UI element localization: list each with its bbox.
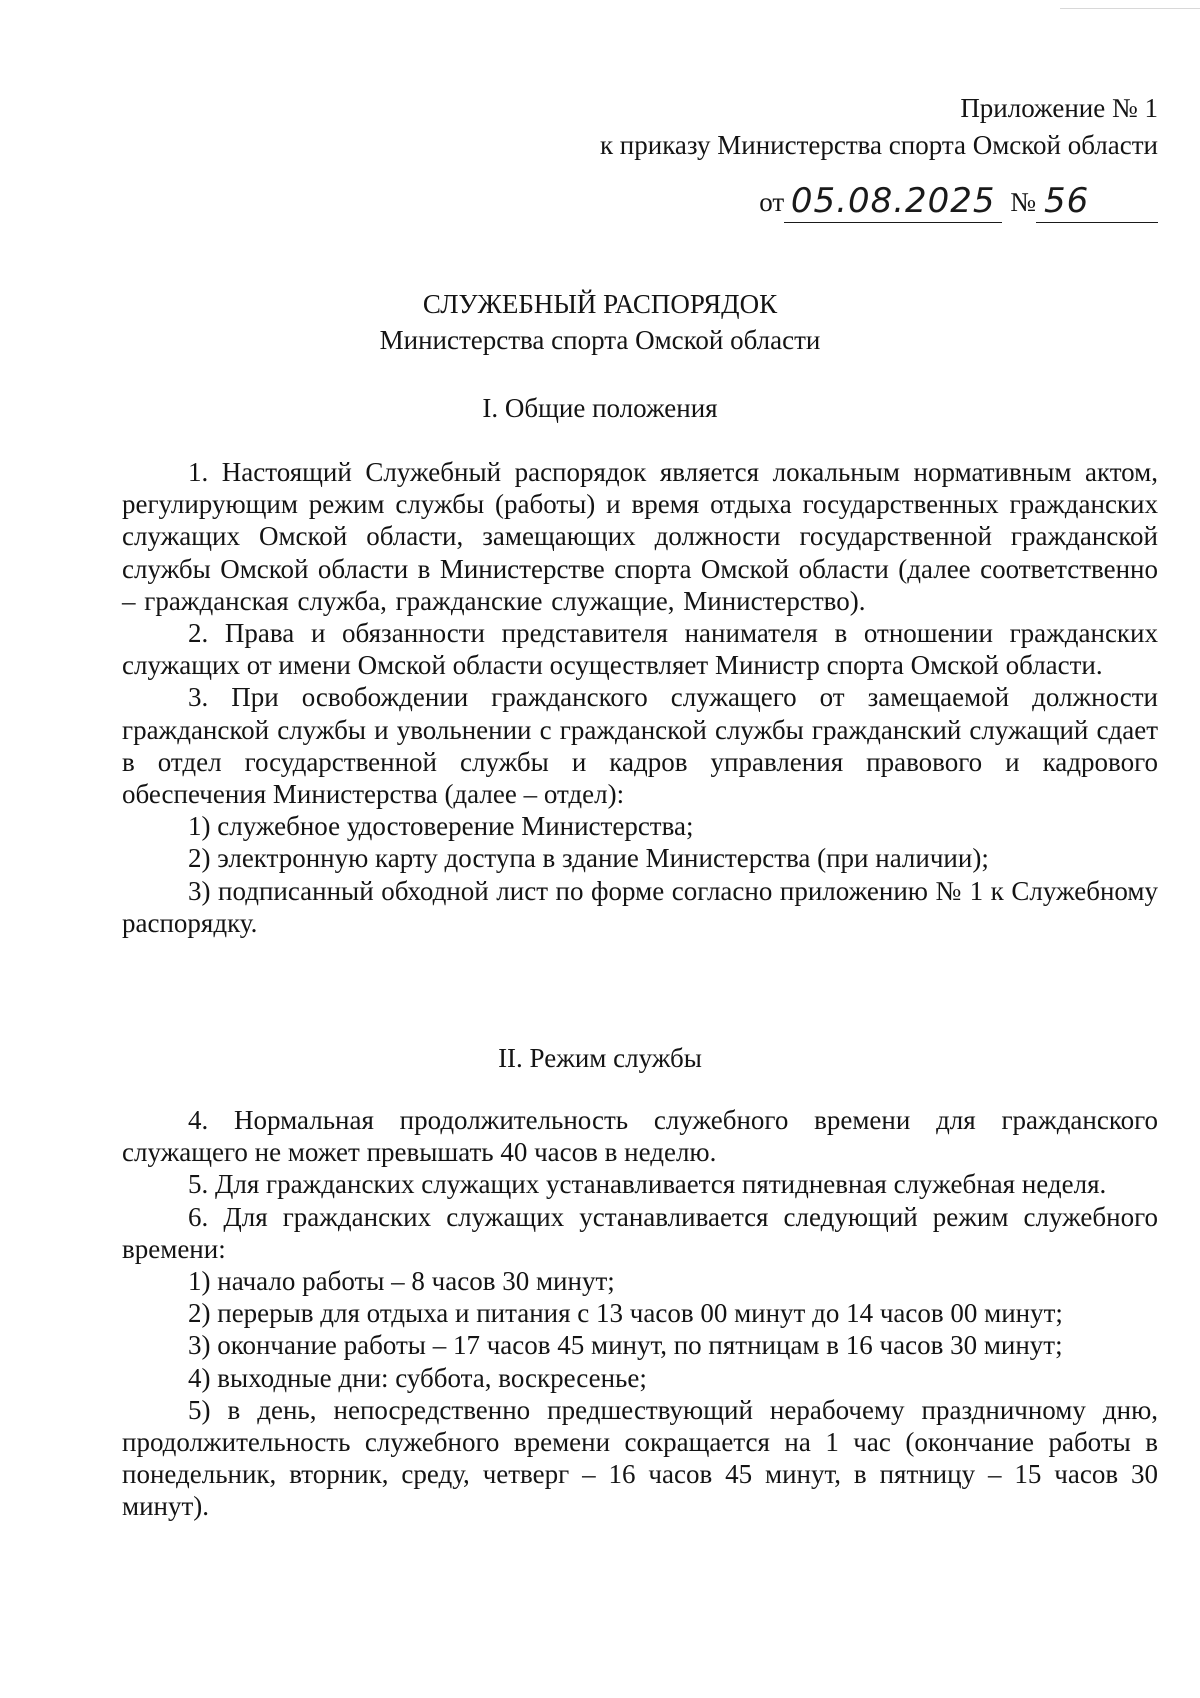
- appendix-order-reference: к приказу Министерства спорта Омской области: [599, 130, 1158, 160]
- list-item: 2) электронную карту доступа в здание Министерства (при наличии);: [188, 843, 989, 874]
- paragraph: 2. Права и обязанности представителя нанимателя в отношении гражданских служащих от имени Омской области осуществляет Министр спорта Омской области.: [122, 618, 1158, 681]
- order-date-line: [759, 178, 1158, 223]
- paragraph: 5. Для гражданских служащих устанавливается пятидневная служебная неделя.: [188, 1169, 1107, 1200]
- list-item: 1) начало работы – 8 часов 30 минут;: [188, 1266, 615, 1297]
- title-main: СЛУЖЕБНЫЙ РАСПОРЯДОК: [422, 289, 778, 319]
- appendix-number: Приложение № 1: [960, 93, 1158, 123]
- paragraph: 3. При освобождении гражданского служащего от замещаемой должности гражданской службы и увольнении с гражданской службы гражданский служащий сдает в отдел государственной службы и кадров управления правового и кадрового обеспечения Министерства (далее – отдел):: [122, 682, 1158, 810]
- handwritten-date: 05.08.2025: [790, 181, 996, 221]
- list-item: 5) в день, непосредственно предшествующий нерабочему праздничному дню, продолжительность служебного времени сокращается на 1 час (окончание работы в понедельник, вторник, среду, четверг – 16 часов 45 минут, в пятницу – 15 часов 30 минут).: [122, 1394, 1158, 1522]
- number-label: №: [1010, 187, 1036, 217]
- handwritten-number: 56: [1044, 181, 1090, 221]
- appendix-header: [600, 90, 1158, 164]
- paragraph: 1. Настоящий Служебный распорядок является локальным нормативным актом, регулирующим режим службы (работы) и время отдыха государственных гражданских служащих Омской области, замещающих должности государственной гражданской службы Омской области в Министерстве спорта Омской области (далее соответственно – гражданская служба, гражданские служащие, Министерство).: [122, 457, 1158, 616]
- list-item: 2) перерыв для отдыха и питания с 13 часов 00 минут до 14 часов 00 минут;: [188, 1298, 1063, 1329]
- list-item: 3) окончание работы – 17 часов 45 минут, по пятницам в 16 часов 30 минут;: [188, 1330, 1063, 1361]
- order-date-field: [784, 178, 1002, 223]
- order-number-field: [1036, 178, 1158, 223]
- section-general-body: [122, 456, 1158, 939]
- from-label: от: [759, 187, 785, 217]
- scan-edge-mark: [1060, 0, 1200, 9]
- document-title: [0, 286, 1200, 358]
- section-heading-regime: II. Режим службы: [498, 1043, 702, 1073]
- section-regime-body: [122, 1104, 1158, 1523]
- title-sub: Министерства спорта Омской области: [379, 325, 821, 355]
- section-heading-general: I. Общие положения: [482, 393, 718, 423]
- list-item: 3) подписанный обходной лист по форме согласно приложению № 1 к Служебному распорядку.: [122, 875, 1158, 938]
- list-item: 4) выходные дни: суббота, воскресенье;: [188, 1362, 647, 1393]
- list-item: 1) служебное удостоверение Министерства;: [188, 811, 694, 842]
- paragraph: 6. Для гражданских служащих устанавливается следующий режим служебного времени:: [122, 1201, 1158, 1264]
- paragraph: 4. Нормальная продолжительность служебного времени для гражданского служащего не может превышать 40 часов в неделю.: [122, 1105, 1158, 1168]
